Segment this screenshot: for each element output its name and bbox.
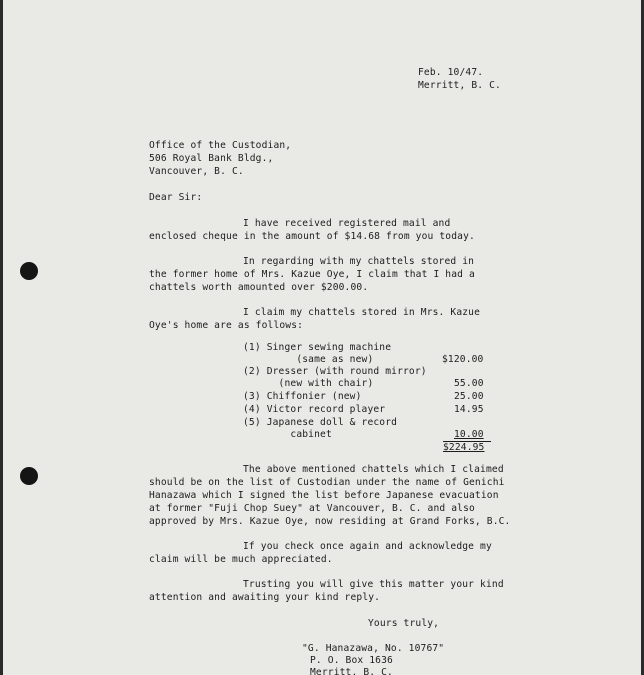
punch-hole-top	[20, 262, 38, 280]
punch-hole-bottom	[20, 467, 38, 485]
closing: Yours truly,	[368, 618, 440, 629]
item-description: (2) Dresser (with round mirror)	[243, 366, 427, 377]
item-description: (same as new)	[243, 354, 374, 365]
total-amount: $224.95	[443, 442, 485, 453]
item-amount: 14.95	[454, 404, 484, 415]
paragraph-line: In regarding with my chattels stored in	[243, 256, 475, 267]
item-description: (4) Victor record player	[243, 404, 386, 415]
item-description: (3) Chiffonier (new)	[243, 391, 362, 402]
item-description: (new with chair)	[243, 378, 374, 389]
paragraph-line: attention and awaiting your kind reply.	[149, 592, 381, 603]
paragraph-line: should be on the list of Custodian under the name of Genichi	[149, 477, 505, 488]
paragraph-line: If you check once again and acknowledge my	[243, 541, 492, 552]
item-amount: $120.00	[442, 354, 484, 365]
addressee-line: Office of the Custodian,	[149, 140, 292, 151]
paragraph-line: approved by Mrs. Kazue Oye, now residing at Grand Forks, B.C.	[149, 516, 511, 527]
addressee-line: Vancouver, B. C.	[149, 166, 244, 177]
paragraph-line: The above mentioned chattels which I claimed	[243, 464, 504, 475]
item-amount: 55.00	[454, 378, 484, 389]
paragraph-line: Trusting you will give this matter your kind	[243, 579, 504, 590]
paragraph-line: Oye's home are as follows:	[149, 320, 304, 331]
signature-address: Merritt, B. C.	[310, 667, 393, 675]
paragraph-line: at former "Fuji Chop Suey" at Vancouver, B. C. and also	[149, 503, 475, 514]
salutation: Dear Sir:	[149, 192, 203, 203]
paragraph-line: Hanazawa which I signed the list before Japanese evacuation	[149, 490, 499, 501]
item-description: cabinet	[243, 429, 332, 440]
paragraph-line: I claim my chattels stored in Mrs. Kazue	[243, 307, 481, 318]
addressee-line: 506 Royal Bank Bldg.,	[149, 153, 274, 164]
letter-place: Merritt, B. C.	[418, 80, 501, 91]
signature-address: P. O. Box 1636	[310, 655, 393, 666]
paragraph-line: the former home of Mrs. Kazue Oye, I claim that I had a	[149, 269, 475, 280]
item-amount: 25.00	[454, 391, 484, 402]
item-description: (1) Singer sewing machine	[243, 342, 392, 353]
paragraph-line: claim will be much appreciated.	[149, 554, 333, 565]
paragraph-line: enclosed cheque in the amount of $14.68 from you today.	[149, 231, 475, 242]
item-amount: 10.00	[454, 429, 484, 440]
signature-name: "G. Hanazawa, No. 10767"	[302, 643, 445, 654]
letter-date: Feb. 10/47.	[418, 67, 484, 78]
item-description: (5) Japanese doll & record	[243, 417, 398, 428]
paragraph-line: I have received registered mail and	[243, 218, 451, 229]
paragraph-line: chattels worth amounted over $200.00.	[149, 282, 369, 293]
